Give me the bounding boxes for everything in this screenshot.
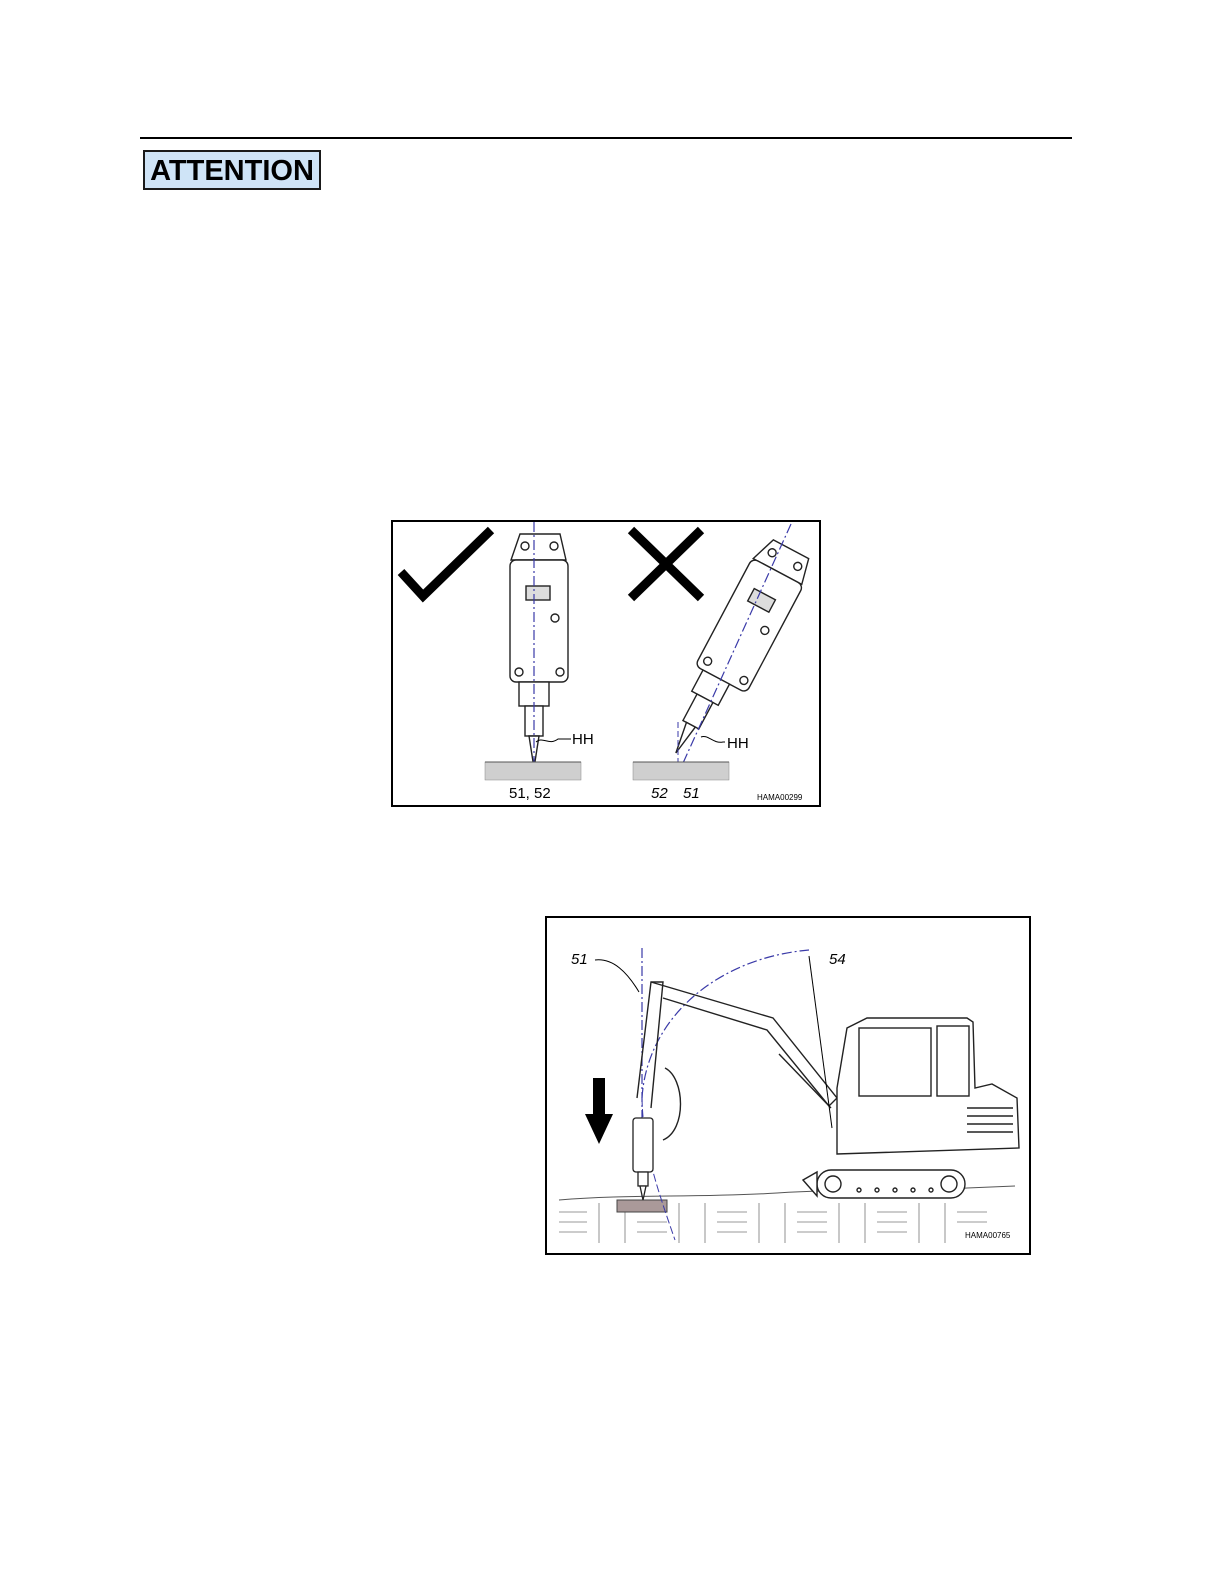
excavator-body (837, 1018, 1019, 1154)
leader-51 (595, 960, 639, 992)
excavator-arm (637, 982, 837, 1140)
ground-left (485, 762, 581, 780)
label-51: 51 (683, 785, 700, 802)
label-54: 54 (829, 951, 846, 968)
hh-label-right: HH (727, 735, 749, 752)
ground-right (633, 762, 729, 780)
leader-54 (809, 956, 832, 1128)
breaker-on-arm (633, 1118, 653, 1200)
cross-mark-icon (631, 530, 701, 598)
figure-excavator-drawing (547, 918, 1029, 1253)
label-51: 51 (571, 951, 588, 968)
swing-arc (642, 950, 809, 1098)
hh-leader-right (701, 736, 725, 742)
figure-code: HAMA00765 (965, 1231, 1011, 1240)
down-arrow-icon (585, 1078, 613, 1144)
attention-label: ATTENTION (143, 150, 321, 190)
excavator-tracks (803, 1170, 965, 1198)
rock-block (617, 1200, 667, 1212)
hh-label-left: HH (572, 731, 594, 748)
figure-code: HAMA00299 (757, 793, 803, 802)
figure-breaker-alignment (391, 520, 821, 807)
breaker-vertical (510, 534, 568, 768)
figure-excavator (545, 916, 1031, 1255)
check-mark-icon (401, 530, 491, 596)
header-rule (140, 137, 1072, 139)
label-51-52: 51, 52 (509, 785, 551, 802)
label-52: 52 (651, 785, 668, 802)
figure-breaker-alignment-drawing (393, 522, 819, 805)
hh-leader-left (536, 739, 571, 742)
